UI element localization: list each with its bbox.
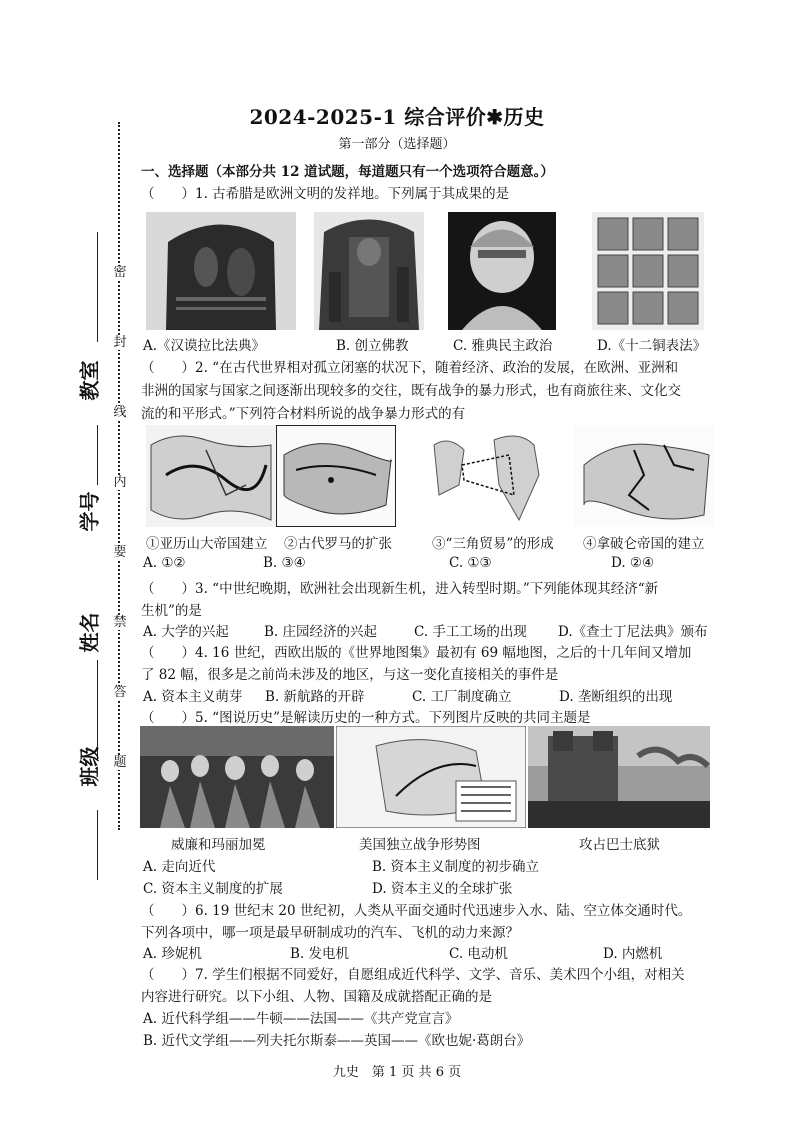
student-id-label: 学号 (77, 491, 102, 532)
q1-option-c[interactable]: C. 雅典民主政治 (453, 338, 553, 354)
classroom-fill-line[interactable] (97, 232, 98, 342)
triangle-trade-map (424, 425, 564, 527)
q6-option-c[interactable]: C. 电动机 (449, 946, 508, 962)
q5-caption-2: 美国独立战争形势图 (359, 837, 481, 853)
q6-option-d[interactable]: D. 内燃机 (603, 946, 663, 962)
q4-stem-line-1: （ ）4. 16 世纪，西欧出版的《世界地图集》最初有 69 幅地图，之后的十几年间又增加 (141, 645, 692, 661)
q6-stem-line-1: （ ）6. 19 世纪末 20 世纪初，人类从平面交通时代迅速步入水、陆、空立体交通时代。 (141, 903, 692, 919)
q5-caption-1: 威廉和玛丽加冕 (171, 837, 266, 853)
seal-char-5: 要 (113, 545, 127, 560)
q2-option-c[interactable]: C. ①③ (449, 555, 492, 571)
q2-caption-1: ①亚历山大帝国建立 (146, 536, 268, 552)
page-footer: 九史 第 1 页 共 6 页 (332, 1065, 462, 1080)
q3-stem-line-1: （ ）3. “中世纪晚期，欧洲社会出现新生机，进入转型时期。”下列能体现其经济“新 (141, 581, 659, 597)
section-title: 第一部分（选择题） (338, 137, 456, 152)
q1-option-a[interactable]: A.《汉谟拉比法典》 (143, 338, 266, 354)
q4-option-d[interactable]: D. 垄断组织的出现 (559, 689, 673, 705)
q2-stem-line-1: （ ）2. “在古代世界相对孤立闭塞的状况下，随着经济、政治的发展，在欧洲、亚洲和 (141, 360, 679, 376)
q2-caption-2: ②古代罗马的扩张 (284, 536, 392, 552)
q2-option-d[interactable]: D. ②④ (611, 555, 655, 571)
q5-option-c[interactable]: C. 资本主义制度的扩展 (143, 881, 283, 897)
q3-option-d[interactable]: D.《查士丁尼法典》颁布 (558, 624, 708, 640)
classroom-label: 教室 (77, 360, 102, 401)
q2-caption-3: ③“三角贸易”的形成 (432, 536, 554, 552)
q3-option-a[interactable]: A. 大学的兴起 (143, 624, 229, 640)
seal-char-4: 内 (113, 475, 127, 490)
class-fill-line[interactable] (97, 810, 98, 880)
q1-option-d[interactable]: D.《十二铜表法》 (597, 338, 707, 354)
name-label: 姓名 (77, 612, 102, 653)
twelve-tables-photo (592, 212, 704, 330)
seal-char-2: 封 (113, 335, 127, 350)
q5-option-d[interactable]: D. 资本主义的全球扩张 (372, 881, 513, 897)
q5-stem: （ ）5. “图说历史”是解读历史的一种方式。下列图片反映的共同主题是 (141, 710, 591, 726)
seal-char-6: 禁 (113, 615, 127, 630)
q5-caption-3: 攻占巴士底狱 (579, 837, 660, 853)
q2-stem-line-3: 流的和平形式。”下列符合材料所说的战争暴力形式的有 (141, 406, 466, 422)
q3-option-c[interactable]: C. 手工工场的出现 (414, 624, 527, 640)
coronation-painting (140, 726, 334, 828)
q7-option-b[interactable]: B. 近代文学组——列夫托尔斯泰——英国——《欧也妮·葛朗台》 (143, 1033, 531, 1049)
hammurabi-stele-photo (146, 212, 296, 330)
q4-option-b[interactable]: B. 新航路的开辟 (265, 689, 365, 705)
bastille-painting (528, 726, 710, 828)
q2-caption-4: ④拿破仑帝国的建立 (583, 536, 705, 552)
instructions: 一、选择题（本部分共 12 道试题，每道题只有一个选项符合题意。） (141, 164, 554, 180)
q6-option-a[interactable]: A. 珍妮机 (143, 946, 202, 962)
roman-expansion-map (276, 425, 396, 527)
q3-option-b[interactable]: B. 庄园经济的兴起 (264, 624, 378, 640)
q6-stem-line-2: 下列各项中，哪一项是最早研制成功的汽车、飞机的动力来源？ (141, 925, 519, 941)
seal-char-1: 密 (113, 265, 127, 280)
q7-option-a[interactable]: A. 近代科学组——牛顿——法国——《共产党宣言》 (143, 1011, 459, 1027)
q2-option-a[interactable]: A. ①② (143, 555, 186, 571)
american-war-map (336, 726, 526, 828)
q4-option-c[interactable]: C. 工厂制度确立 (412, 689, 512, 705)
q4-stem-line-2: 了 82 幅，很多是之前尚未涉及的地区，与这一变化直接相关的事件是 (141, 667, 559, 683)
q2-option-b[interactable]: B. ③④ (263, 555, 306, 571)
seal-char-8: 题 (113, 755, 127, 770)
q2-stem-line-2: 非洲的国家与国家之间逐渐出现较多的交往，既有战争的暴力形式，也有商旅往来、文化交 (141, 383, 681, 399)
seal-char-7: 答 (113, 685, 127, 700)
exam-title: 2024-2025-1 综合评价✱历史 (249, 105, 545, 129)
q7-stem-line-2: 内容进行研究。以下小组、人物、国籍及成就搭配正确的是 (141, 989, 492, 1005)
buddhist-relief-photo (314, 212, 424, 330)
q1-option-b[interactable]: B. 创立佛教 (336, 338, 409, 354)
student-id-fill-line[interactable] (97, 425, 98, 485)
q4-option-a[interactable]: A. 资本主义萌芽 (143, 689, 243, 705)
q7-stem-line-1: （ ）7. 学生们根据不同爱好，自愿组成近代科学、文学、音乐、美术四个小组，对相关 (141, 967, 685, 983)
class-label: 班级 (77, 746, 102, 787)
q3-stem-line-2: 生机”的是 (141, 603, 202, 619)
q5-option-a[interactable]: A. 走向近代 (143, 859, 216, 875)
athenian-bust-photo (448, 212, 556, 330)
napoleon-empire-map (574, 425, 714, 527)
q1-stem: （ ）1. 古希腊是欧洲文明的发祥地。下列属于其成果的是 (141, 186, 510, 202)
seal-char-3: 线 (113, 405, 127, 420)
q5-option-b[interactable]: B. 资本主义制度的初步确立 (372, 859, 540, 875)
alexander-empire-map (146, 425, 276, 527)
q6-option-b[interactable]: B. 发电机 (290, 946, 350, 962)
name-fill-line[interactable] (97, 660, 98, 760)
